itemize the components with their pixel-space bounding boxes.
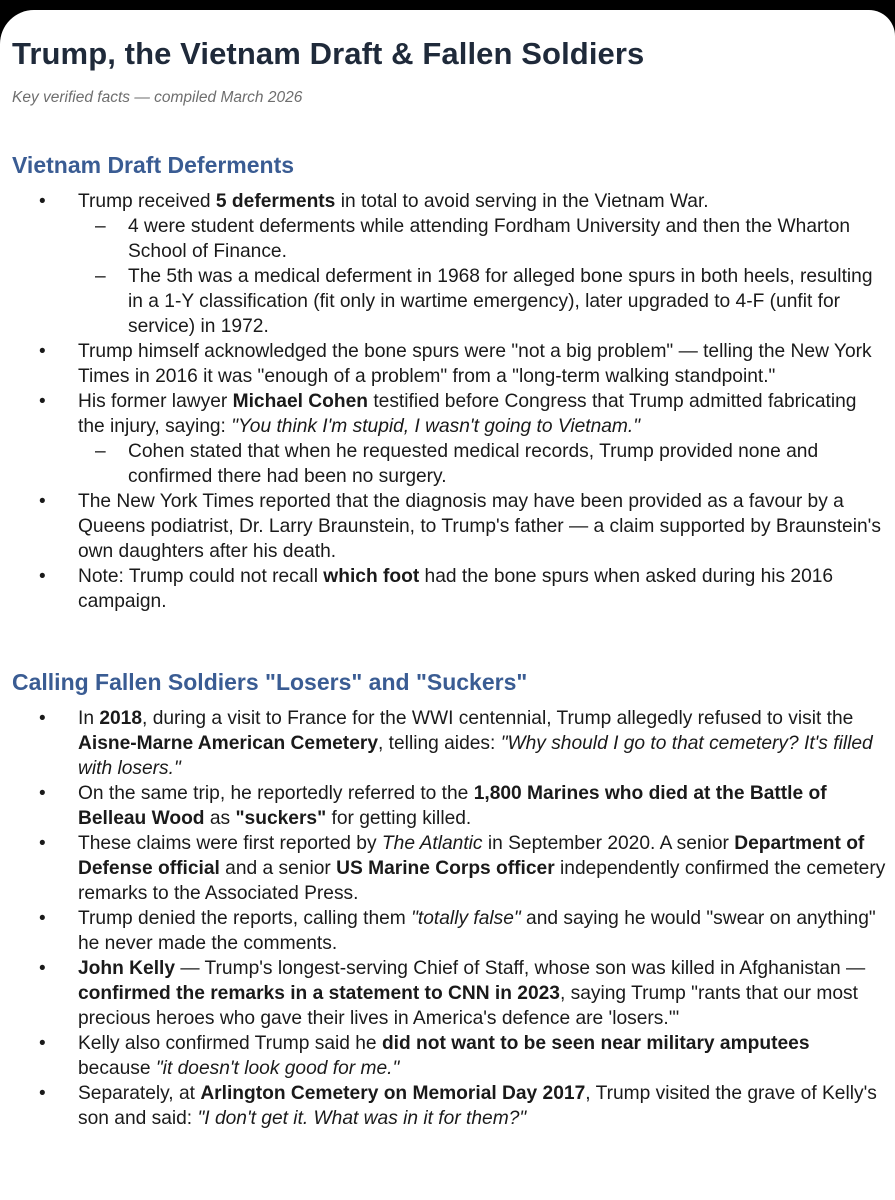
list-item: • The New York Times reported that the diagnosis may have been provided as a favour by a Queens podiatrist, Dr. Larry Braunstein, to Trump's father — a claim supported by Braunstein's own daughters after his death. xyxy=(12,489,887,564)
list-item: • Trump denied the reports, calling them "totally false" and saying he would "swear on anything" he never made the comments. xyxy=(12,906,887,956)
page-subtitle: Key verified facts — compiled March 2026 xyxy=(12,89,303,106)
list-item: • In 2018, during a visit to France for the WWI centennial, Trump allegedly refused to visit the Aisne-Marne American Cemetery, telling aides: "Why should I go to that cemetery? It's filled with losers." xyxy=(12,706,887,781)
list-item: • Note: Trump could not recall which foot had the bone spurs when asked during his 2016 campaign. xyxy=(12,564,887,614)
section-heading-fallen-soldiers: Calling Fallen Soldiers "Losers" and "Suckers" xyxy=(12,669,528,695)
document-content xyxy=(12,36,887,1131)
list-item: • John Kelly — Trump's longest-serving Chief of Staff, whose son was killed in Afghanistan — confirmed the remarks in a statement to CNN in 2023, saying Trump "rants that our most precious heroes who gave their lives in America's defence are 'losers.'" xyxy=(12,956,887,1031)
sub-list xyxy=(78,439,887,489)
sub-list-item: – The 5th was a medical deferment in 1968 for alleged bone spurs in both heels, resulting in a 1-Y classification (fit only in wartime emergency), later upgraded to 4-F (unfit for service) in 1972. xyxy=(78,264,887,339)
draft-bullet-list xyxy=(12,189,887,614)
list-item: • These claims were first reported by The Atlantic in September 2020. A senior Department of Defense official and a senior US Marine Corps officer independently confirmed the cemetery remarks to the Associated Press. xyxy=(12,831,887,906)
list-item: • Trump received 5 deferments in total to avoid serving in the Vietnam War. – 4 were student deferments while attending Fordham University and then the Wharton School of Finance. – The 5th was a medical deferment in 1968 for alleged bone spurs in both heels, resulting in a 1-Y classification (fit only in wartime emergency), later upgraded to 4-F (unfit for service) in 1972. xyxy=(12,189,887,339)
sub-list xyxy=(78,214,887,339)
list-item: • Trump himself acknowledged the bone spurs were "not a big problem" — telling the New York Times in 2016 it was "enough of a problem" from a "long-term walking standpoint." xyxy=(12,339,887,389)
list-item: • On the same trip, he reportedly referred to the 1,800 Marines who died at the Battle of Belleau Wood as "suckers" for getting killed. xyxy=(12,781,887,831)
section-heading-draft: Vietnam Draft Deferments xyxy=(12,152,295,178)
sub-list-item: – Cohen stated that when he requested medical records, Trump provided none and confirmed there had been no surgery. xyxy=(78,439,887,489)
list-item: • Kelly also confirmed Trump said he did not want to be seen near military amputees because "it doesn't look good for me." xyxy=(12,1031,887,1081)
sub-list-item: – 4 were student deferments while attending Fordham University and then the Wharton School of Finance. xyxy=(78,214,887,264)
list-item: • His former lawyer Michael Cohen testified before Congress that Trump admitted fabricating the injury, saying: "You think I'm stupid, I wasn't going to Vietnam." – Cohen stated that when he requested medical records, Trump provided none and confirmed there had been no surgery. xyxy=(12,389,887,489)
list-item: • Separately, at Arlington Cemetery on Memorial Day 2017, Trump visited the grave of Kelly's son and said: "I don't get it. What was in it for them?" xyxy=(12,1081,887,1131)
page-title: Trump, the Vietnam Draft & Fallen Soldiers xyxy=(12,36,645,71)
document-page xyxy=(0,10,895,1200)
fallen-soldiers-bullet-list xyxy=(12,706,887,1131)
